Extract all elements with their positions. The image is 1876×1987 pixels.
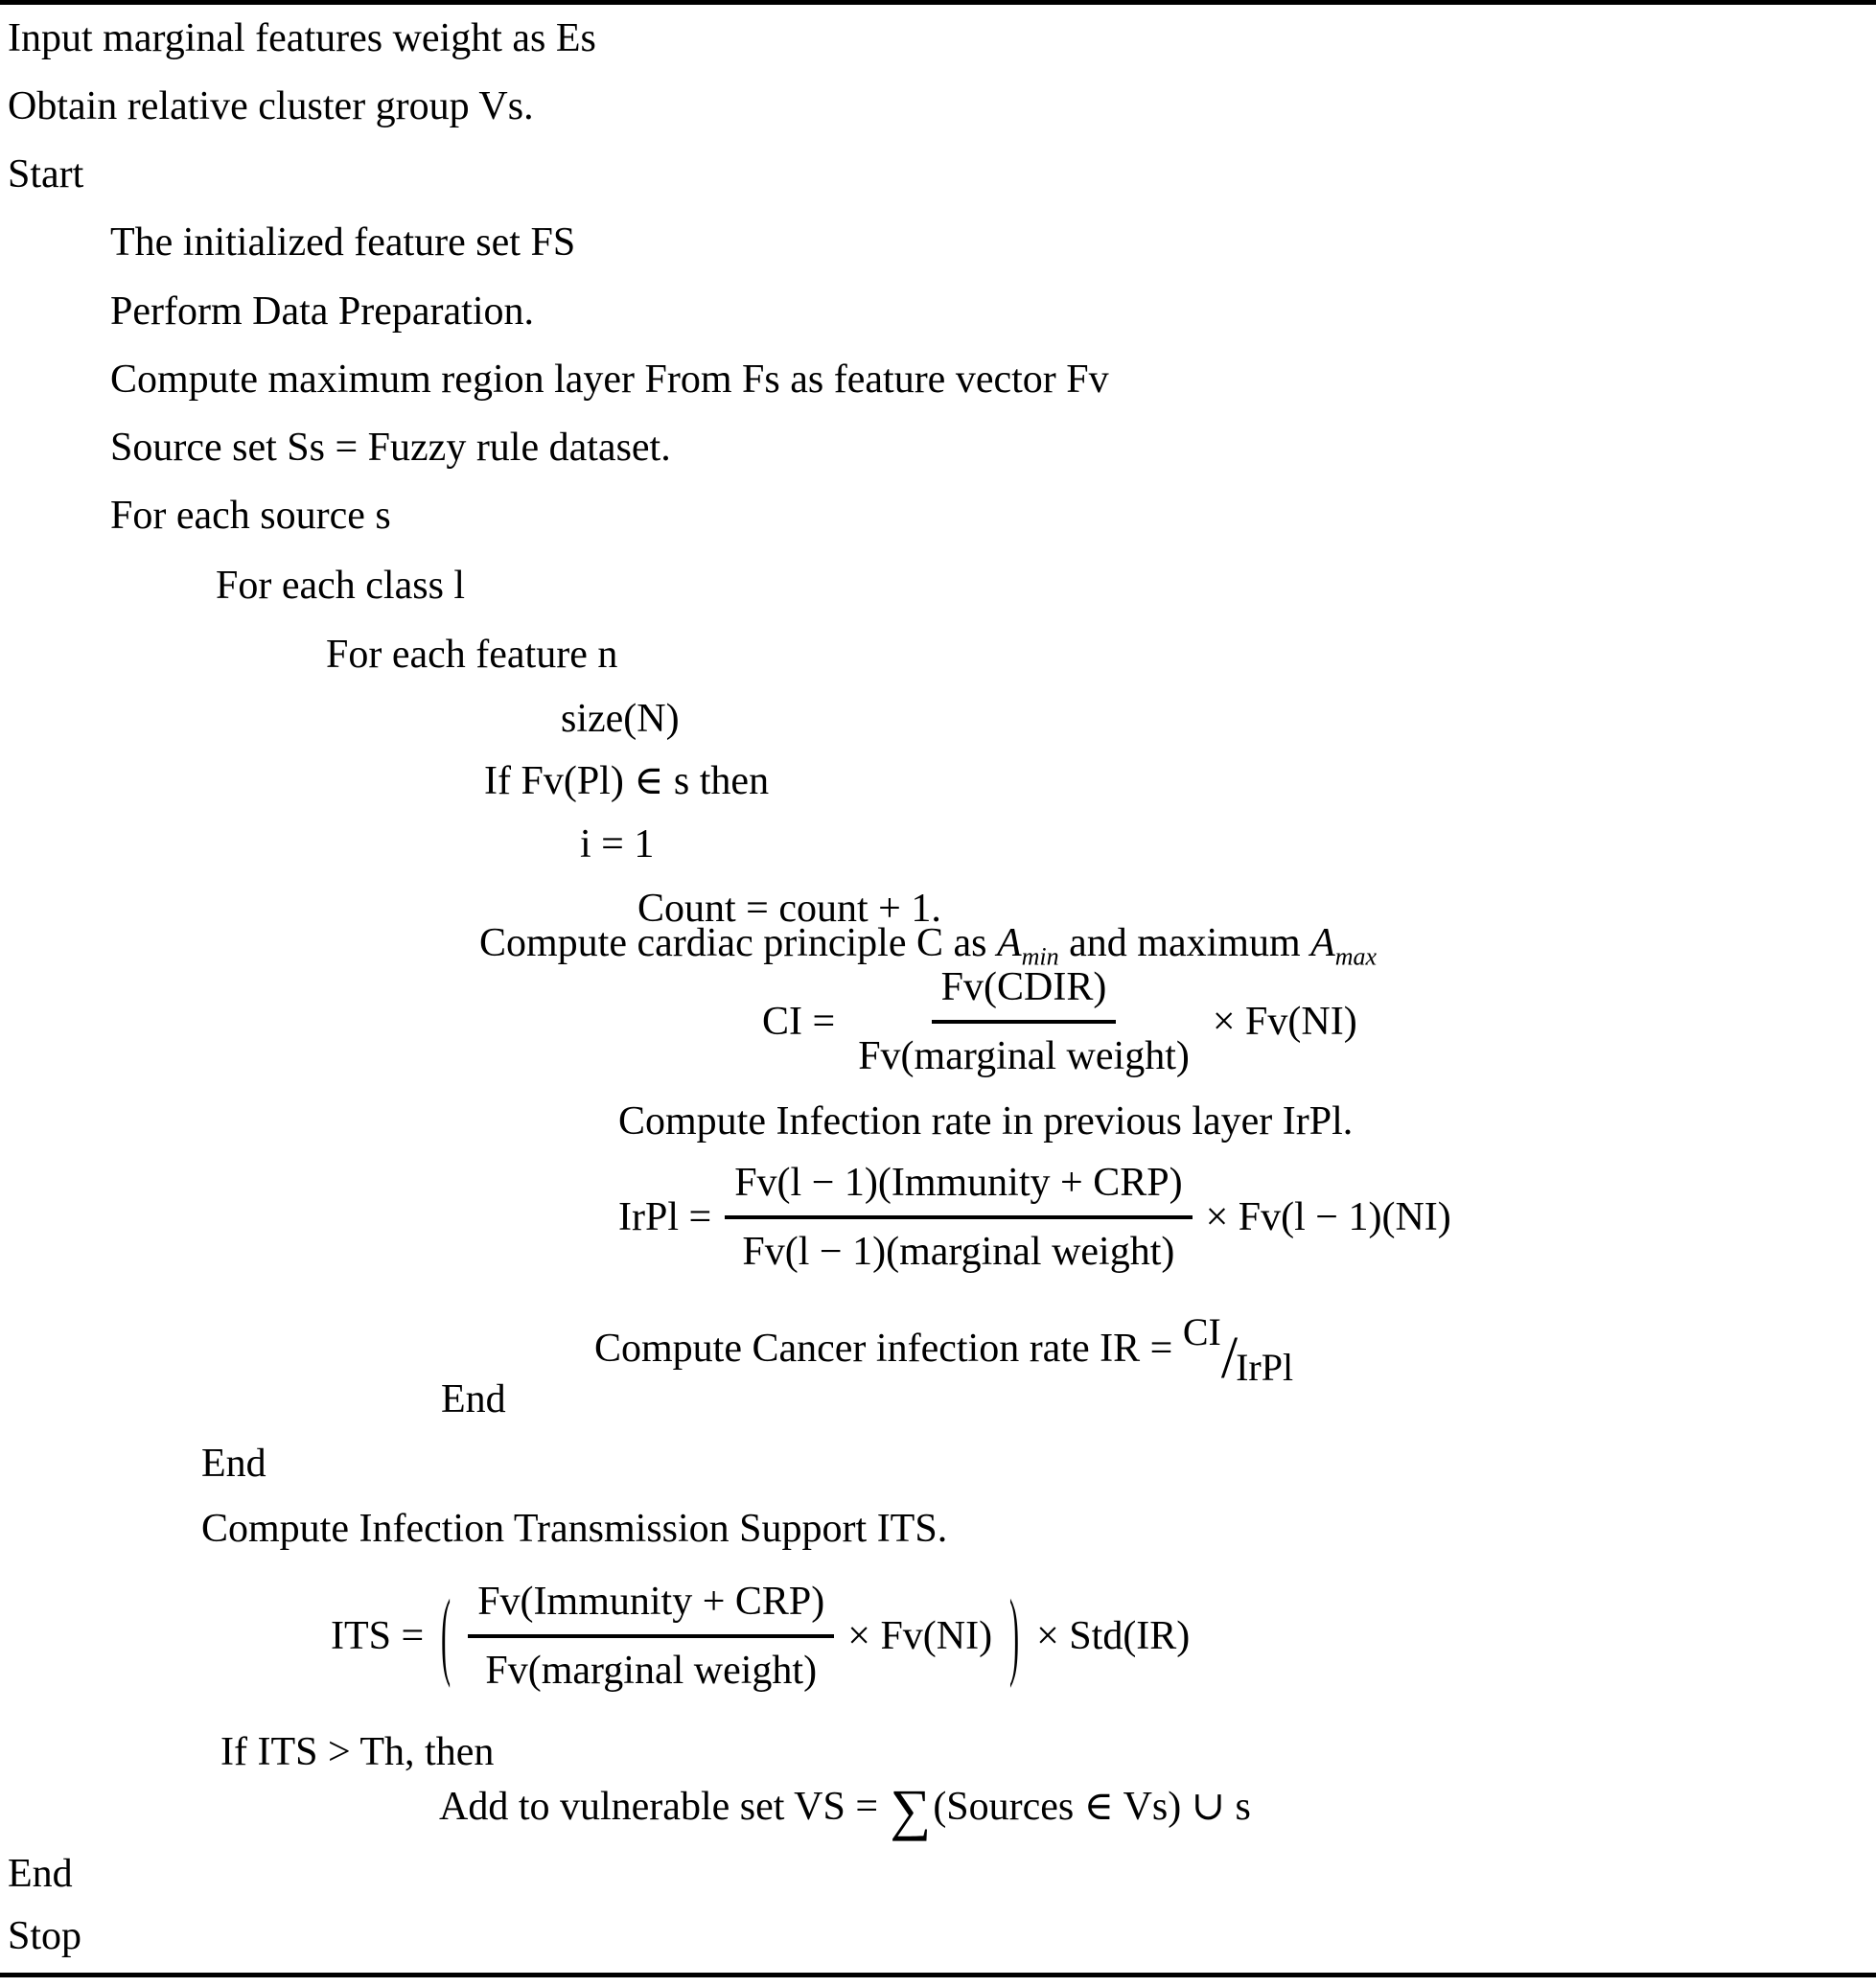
algo-line-init-fs: The initialized feature set FS: [110, 220, 576, 265]
cardiac-a-min-sub: min: [1021, 942, 1059, 971]
eq-its-inner-rhs: × Fv(NI): [847, 1614, 993, 1658]
algo-line-end-class: End: [201, 1442, 266, 1486]
cancer-rate-frac-slash: /: [1220, 1326, 1237, 1392]
cardiac-prefix: Compute cardiac principle C as: [479, 921, 997, 965]
algo-line-size: size(N): [561, 697, 680, 741]
eq-its-outer-rhs: × Std(IR): [1036, 1614, 1191, 1658]
sigma-symbol: ∑: [890, 1778, 932, 1841]
eq-irpl-fraction: [725, 1158, 1192, 1277]
equation-its: [331, 1577, 1190, 1696]
algo-line-add-vulnerable: [439, 1778, 1251, 1841]
cardiac-middle: and maximum: [1058, 921, 1311, 965]
cancer-rate-prefix: Compute Cancer infection rate IR =: [594, 1326, 1183, 1371]
eq-ci-rhs: × Fv(NI): [1212, 1000, 1357, 1044]
algo-line-if-its: If ITS > Th, then: [220, 1730, 495, 1774]
equation-ci: [762, 962, 1357, 1081]
algo-line-data-prep: Perform Data Preparation.: [110, 289, 535, 334]
algo-line-infection-rate: Compute Infection rate in previous layer IrPl.: [618, 1099, 1354, 1144]
algo-line-start: Start: [8, 152, 84, 196]
algo-line-input: Input marginal features weight as Es: [8, 16, 596, 60]
bottom-rule: [0, 1973, 1876, 1977]
algo-line-count: Count = count + 1.: [637, 887, 941, 931]
algo-line-max-region: Compute maximum region layer From Fs as feature vector Fv: [110, 358, 1109, 402]
algo-line-for-feature: For each feature n: [326, 633, 618, 677]
algo-line-end-inner: End: [441, 1377, 506, 1421]
eq-irpl-numerator: Fv(l − 1)(Immunity + CRP): [725, 1158, 1192, 1219]
eq-its-denominator: Fv(marginal weight): [485, 1649, 818, 1693]
cancer-rate-frac-top: CI: [1182, 1310, 1221, 1353]
top-rule: [0, 0, 1876, 5]
cardiac-a-max-sub: max: [1334, 942, 1378, 971]
algo-line-end-outer: End: [8, 1852, 73, 1896]
algo-line-for-class: For each class l: [216, 564, 466, 608]
eq-ci-lhs: CI =: [762, 1000, 836, 1044]
algo-line-if-fv: If Fv(Pl) ∈ s then: [484, 759, 770, 803]
vulnerable-suffix: (Sources ∈ Vs) ∪ s: [933, 1785, 1251, 1829]
eq-ci-fraction: [848, 962, 1199, 1081]
eq-its-fraction: [468, 1577, 834, 1696]
eq-its-numerator: Fv(Immunity + CRP): [468, 1577, 834, 1638]
cardiac-a-min-base: A: [997, 921, 1022, 965]
algo-line-i-eq-1: i = 1: [580, 822, 655, 866]
eq-its-close-paren: ): [1009, 1582, 1020, 1691]
cancer-rate-frac-bottom: IrPl: [1236, 1345, 1294, 1389]
algo-line-for-source: For each source s: [110, 494, 391, 538]
algo-line-cancer-rate: [594, 1307, 1293, 1393]
algo-line-stop: Stop: [8, 1914, 82, 1958]
algo-line-its: Compute Infection Transmission Support ITS.: [201, 1507, 948, 1551]
eq-its-lhs: ITS =: [331, 1614, 425, 1658]
eq-ci-denominator: Fv(marginal weight): [858, 1034, 1190, 1078]
eq-ci-numerator: Fv(CDIR): [932, 962, 1117, 1024]
algo-line-source-set: Source set Ss = Fuzzy rule dataset.: [110, 426, 671, 470]
eq-irpl-denominator: Fv(l − 1)(marginal weight): [742, 1230, 1175, 1274]
algo-line-cardiac: [479, 918, 1378, 971]
eq-irpl-lhs: IrPl =: [618, 1195, 712, 1239]
cardiac-a-max-base: A: [1310, 921, 1335, 965]
vulnerable-prefix: Add to vulnerable set VS =: [439, 1785, 889, 1829]
equation-irpl: [618, 1158, 1451, 1277]
algo-line-obtain: Obtain relative cluster group Vs.: [8, 84, 534, 128]
eq-its-open-paren: (: [441, 1582, 452, 1691]
eq-irpl-rhs: × Fv(l − 1)(NI): [1205, 1195, 1451, 1239]
